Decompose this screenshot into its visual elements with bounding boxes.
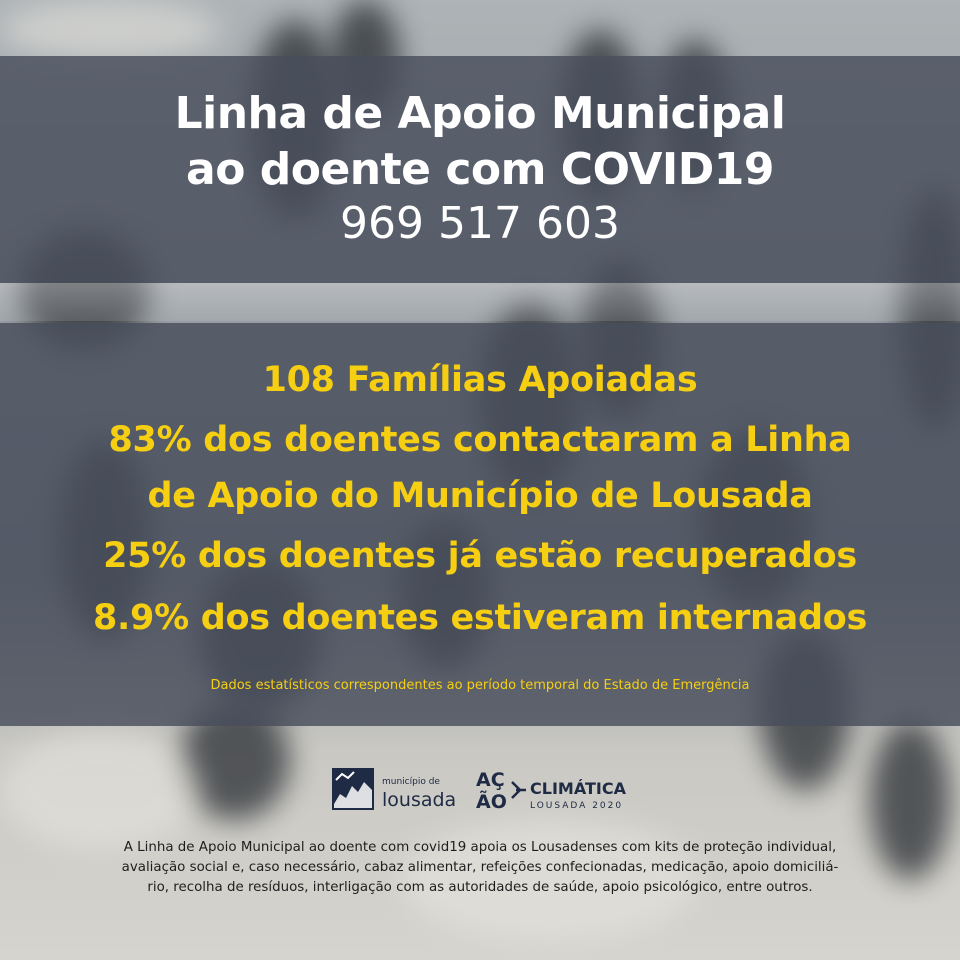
headline-line-2: ao doente com COVID19: [186, 144, 774, 195]
phone-number: 969 517 603: [340, 198, 620, 249]
footer-line-3: rio, recolha de resíduos, interligação com as autoridades de saúde, apoio psicológico, entre outros.: [147, 880, 813, 895]
municipio-name-text: lousada: [382, 789, 457, 811]
statistics-note: Dados estatísticos correspondentes ao período temporal do Estado de Emergência: [210, 678, 750, 693]
municipio-lousada-logo: [330, 764, 460, 814]
municipio-small-text: município de: [382, 777, 440, 787]
footer-line-2: avaliação social e, caso necessário, cabaz alimentar, refeições confecionadas, medicação, apoio domiciliá-: [121, 860, 839, 875]
headline-title: [0, 86, 960, 198]
stat-contacted-line-2: de Apoio do Município de Lousada: [147, 476, 813, 516]
stat-families: 108 Famílias Apoiadas: [262, 360, 698, 400]
climatica-text: CLIMÁTICA: [530, 779, 626, 798]
acao-climatica-logo: [476, 764, 646, 814]
acao-bottom-text: ÃO: [476, 791, 507, 813]
stat-hospitalized: 8.9% dos doentes estiveram internados: [92, 598, 867, 638]
stat-recovered: 25% dos doentes já estão recuperados: [103, 536, 857, 576]
light-band: [0, 283, 960, 321]
headline-line-1: Linha de Apoio Municipal: [174, 88, 786, 139]
stats-list: [0, 350, 960, 648]
acao-top-text: AÇ: [476, 769, 505, 791]
acao-arrow-icon: [512, 782, 526, 798]
logos-row: [0, 764, 960, 814]
footer-description: [40, 838, 920, 898]
lousada-2020-text: LOUSADA 2020: [530, 801, 624, 811]
footer-line-1: A Linha de Apoio Municipal ao doente com covid19 apoia os Lousadenses com kits de proteção individual,: [123, 840, 837, 855]
stat-contacted-line-1: 83% dos doentes contactaram a Linha: [108, 420, 852, 460]
